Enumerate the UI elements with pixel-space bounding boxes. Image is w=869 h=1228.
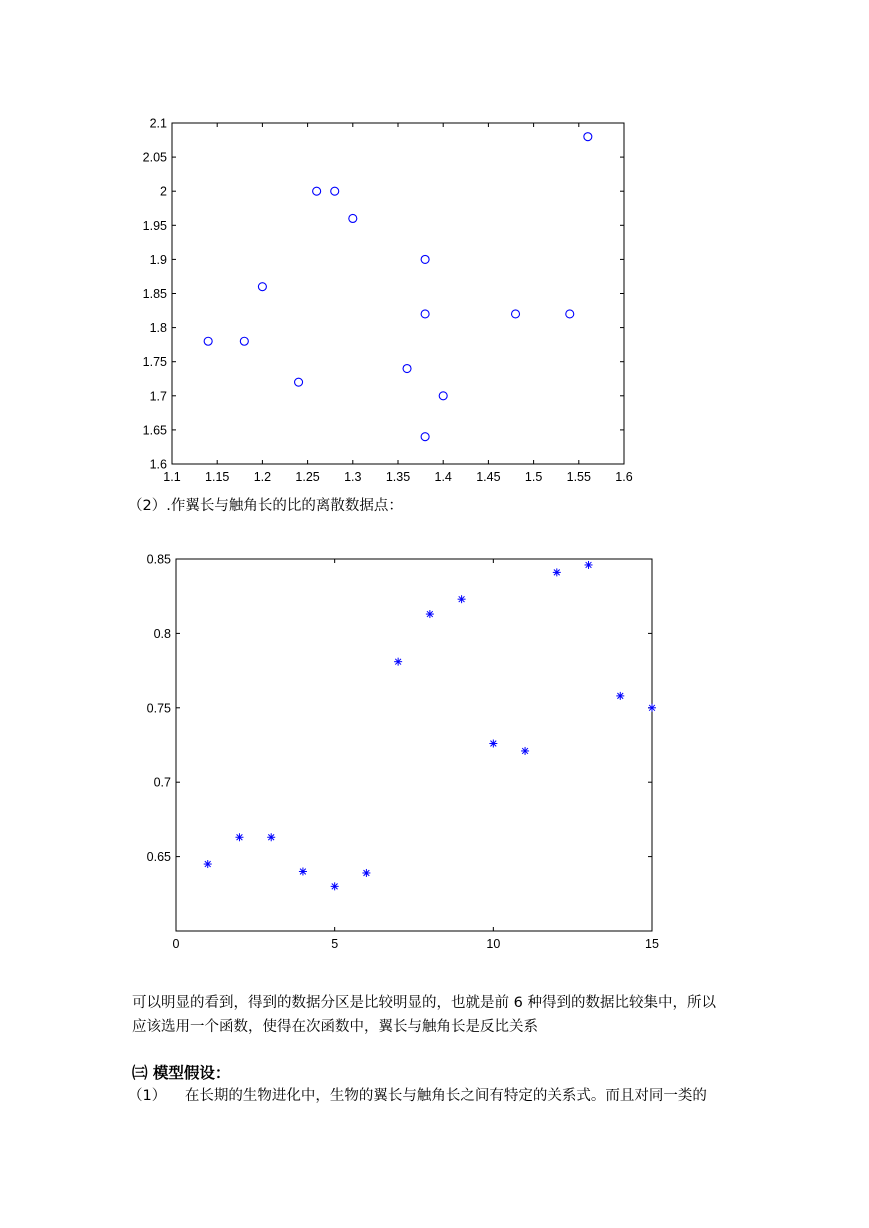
chart2-plot-area (176, 559, 652, 931)
y-tick-label: 1.6 (149, 457, 167, 472)
body-paragraph (132, 991, 752, 1039)
y-tick-label: 0.65 (146, 850, 171, 865)
y-tick-label: 2.05 (142, 150, 167, 165)
x-tick-label: 1.45 (476, 470, 501, 484)
y-tick-label: 1.65 (142, 423, 167, 438)
x-tick-label: 15 (645, 937, 659, 951)
data-point (458, 595, 466, 603)
y-tick-label: 0.7 (153, 775, 171, 790)
x-tick-label: 5 (331, 937, 339, 951)
data-point (267, 833, 275, 841)
data-point (299, 867, 307, 875)
data-point (362, 869, 370, 877)
data-point (489, 740, 497, 748)
x-tick-label: 1.3 (344, 470, 362, 484)
chart2-x-tick-labels (173, 937, 659, 951)
data-point (235, 833, 243, 841)
y-tick-label: 1.8 (149, 321, 167, 336)
x-tick-label: 1.4 (434, 470, 452, 484)
x-tick-label: 1.35 (385, 470, 411, 484)
section-heading: ㈢ 模型假设： (132, 1064, 231, 1082)
y-tick-label: 1.9 (149, 252, 167, 267)
chart2-y-tick-labels (147, 553, 171, 865)
y-tick-label: 0.75 (146, 701, 171, 716)
data-point (394, 658, 402, 666)
x-tick-label: 1.1 (163, 470, 181, 484)
paragraph-line-1: 可以明显的看到，得到的数据分区是比较明显的，也就是前 6 种得到的数据比较集中，所以 (132, 995, 716, 1011)
chart2-points (204, 561, 656, 890)
data-point (553, 568, 561, 576)
list-item-text: 在长期的生物进化中，生物的翼长与触角长之间有特定的关系式。而且对同一类的 (184, 1088, 707, 1104)
x-tick-label: 0 (172, 937, 180, 951)
chart2-ticks (176, 559, 652, 931)
x-tick-label: 1.55 (566, 470, 591, 484)
paragraph-line-2: 应该选用一个函数，使得在次函数中，翼长与触角长是反比关系 (132, 1019, 538, 1035)
data-point (585, 561, 593, 569)
data-point (426, 610, 434, 618)
data-point (521, 747, 529, 755)
y-tick-label: 0.8 (153, 626, 171, 641)
data-point (331, 882, 339, 890)
x-tick-label: 1.25 (295, 470, 320, 484)
y-tick-label: 1.75 (142, 355, 167, 370)
y-tick-label: 1.95 (142, 218, 167, 233)
y-tick-label: 0.85 (146, 552, 171, 567)
list-item-1 (128, 1084, 707, 1108)
x-tick-label: 1.5 (524, 470, 543, 484)
caption-scatter-2: （2）.作翼长与触角长的比的离散数据点： (128, 498, 403, 514)
list-item-number: （1） (128, 1088, 167, 1104)
y-tick-label: 2.1 (149, 116, 167, 131)
x-tick-label: 1.6 (615, 470, 633, 484)
data-point (648, 704, 656, 712)
data-point (204, 860, 212, 868)
x-tick-label: 1.2 (253, 470, 272, 484)
data-point (616, 692, 624, 700)
y-tick-label: 1.7 (149, 389, 167, 404)
x-tick-label: 1.15 (205, 470, 230, 484)
y-tick-label: 2 (160, 184, 167, 199)
y-tick-label: 1.85 (142, 287, 167, 301)
x-tick-label: 10 (486, 937, 501, 951)
